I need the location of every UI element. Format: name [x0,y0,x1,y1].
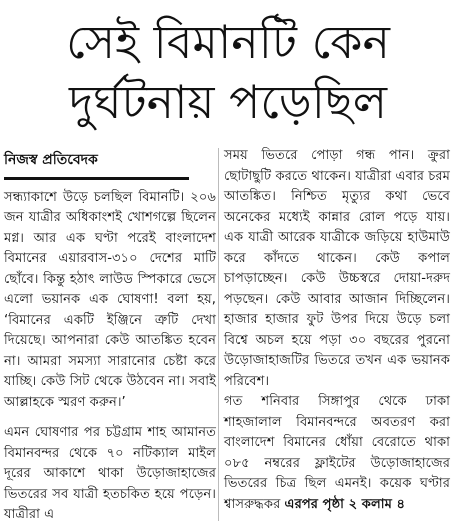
byline: নিজস্ব প্রতিবেদক [4,152,98,168]
article-column-2 [224,146,450,525]
article-paragraph-4-text: গত শনিবার সিঙ্গাপুর থেকে ঢাকা শাহজালাল বিমানবন্দরে অবতরণ করা বাংলাদেশ বিমানের ধোঁয়া বেরোতে থাকা ০৮৫ নম্বরের ফ্লাইটের উড়োজাহাজের ভিতরের চিত্র ছিল এমনই। কয়েক ঘণ্টার শ্বাসরুদ্ধকর [224,394,450,512]
article-paragraph-4 [224,392,450,515]
continued-on-page[interactable]: এরপর পৃষ্ঠা ২ কলাম ৪ [284,496,406,512]
headline [0,0,456,140]
headline-line-2: দুর্ঘটনায় পড়েছিল [68,75,388,129]
headline-line-1: সেই বিমানটি কেন [66,15,390,69]
article-paragraph-1: সন্ধ্যাকাশে উড়ে চলছিল বিমানটি। ২০৬ জন যাত্রীর অধিকাংশই খোশগল্পে ছিলেন মগ্ন। আর এক ঘণ্টা পরেই বাংলাদেশ বিমানের এয়ারবাস-৩১০ দেশের মাটি ছোঁবে। কিন্তু হঠাৎ লাউড স্পিকারে ভেসে এলো ভয়ানক এক ঘোষণা! বলা হয়, ‘বিমানের একটি ইঞ্জিনে ত্রুটি দেখা দিয়েছে। আপনারা কেউ আতঙ্কিত হবেন না। আমরা সমস্যা সারানোর চেষ্টা করে যাচ্ছি। কেউ সিট থেকে উঠবেন না। সবাই আল্লাহকে স্মরণ করুন।’ [4,189,216,410]
article-paragraph-2: এমন ঘোষণার পর চট্টগ্রাম শাহ আমানত বিমানবন্দর থেকে ৭০ নটিক্যাল মাইল দূরের আকাশে থাকা উড়োজাহাজের ভিতরের সব যাত্রী হতচকিত হয়ে পড়েন। যাত্রীরা এ [4,425,216,522]
paragraph-gap [4,413,216,423]
column-divider [218,148,219,521]
byline-rule [4,177,189,180]
article-paragraph-3: সময় ভিতরে পোড়া গন্ধ পান। ক্রুরা ছোটাছুটি করতে থাকেন। যাত্রীরা এবার চরম আতঙ্কিত। নিশ্চিত মৃত্যুর কথা ভেবে অনেকের মধ্যেই কান্নার রোল পড়ে যায়। এক যাত্রী আরেক যাত্রীকে জড়িয়ে হাউমাউ করে কাঁদতে থাকেন। কেউ কপাল চাপড়াচ্ছেন। কেউ উচ্চস্বরে দোয়া-দরুদ পড়ছেন। কেউ আবার আজান দিচ্ছিলেন। হাজার হাজার ফুট উপর দিয়ে উড়ে চলা বিশ্বে অচল হয়ে পড়া ৩০ বছরের পুরনো উড়োজাহাজটির ভিতরে তখন এক ভয়ানক পরিবেশ। [224,148,450,389]
article-column-1 [4,146,216,525]
